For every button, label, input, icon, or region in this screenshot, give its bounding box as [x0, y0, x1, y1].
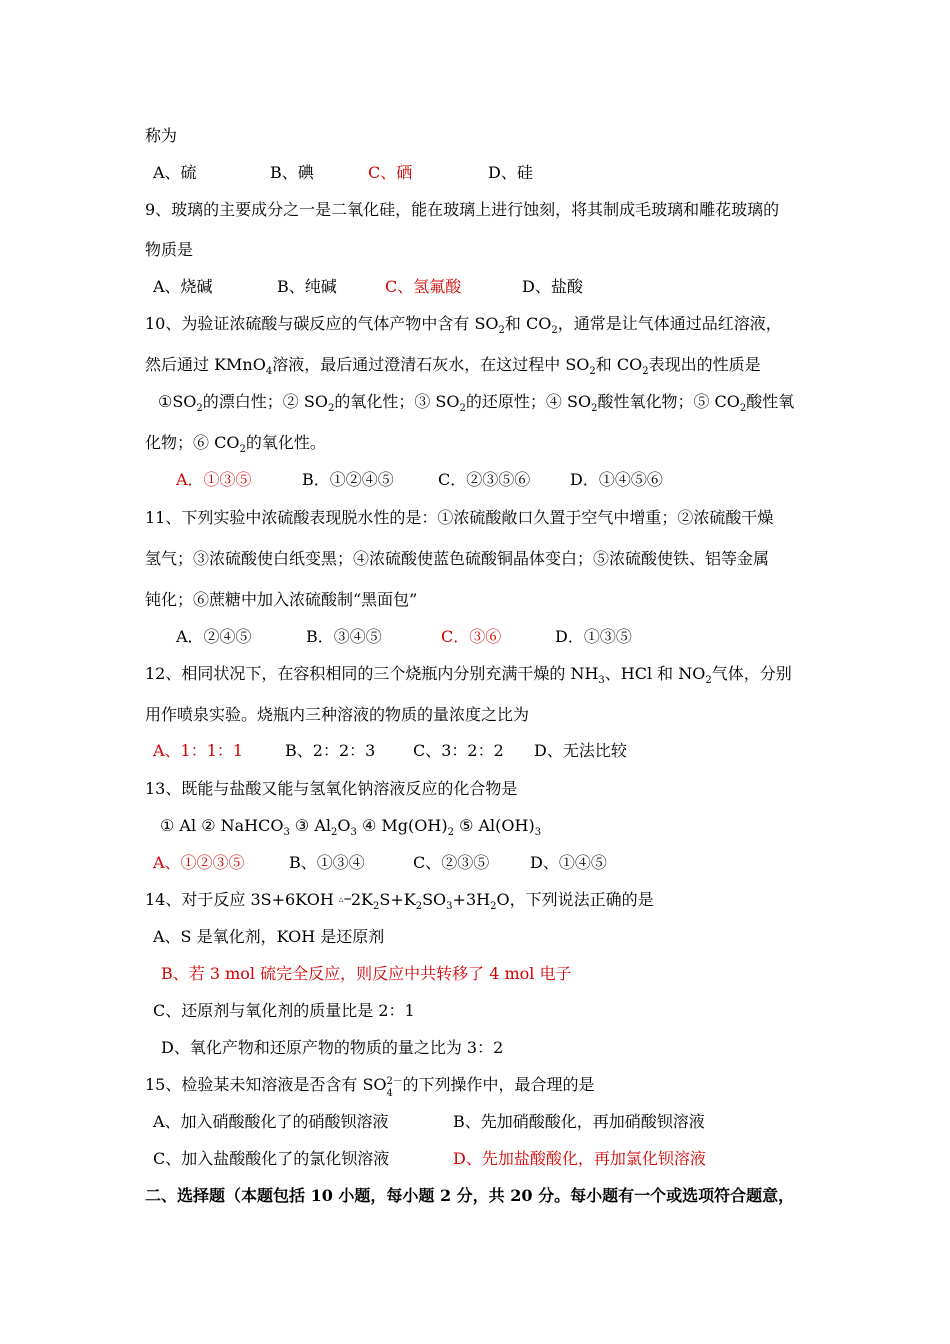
q9-option-d: D、盐酸 — [522, 277, 583, 296]
q8-option-b: B、碘 — [270, 163, 314, 182]
q15-option-d-answer: D、先加盐酸酸化，再加氯化钡溶液 — [453, 1149, 706, 1168]
q12-option-c: C、3：2：2 — [413, 741, 504, 760]
q10-option-d: D．①④⑤⑥ — [570, 470, 663, 489]
q9-stem-line1: 9、玻璃的主要成分之一是二氧化硅，能在玻璃上进行蚀刻，将其制成毛玻璃和雕花玻璃的 — [145, 200, 780, 219]
q11-stem-line2: 氢气；③浓硫酸使白纸变黑；④浓硫酸使蓝色硫酸铜晶体变白；⑤浓硫酸使铁、铝等金属 — [145, 549, 770, 568]
q12-option-d: D、无法比较 — [534, 741, 627, 760]
q15-option-a: A、加入硝酸酸化了的硝酸钡溶液 — [153, 1112, 389, 1131]
q9-option-c-answer: C、氢氟酸 — [385, 277, 462, 296]
q12-stem-line2: 用作喷泉实验。烧瓶内三种溶液的物质的量浓度之比为 — [145, 705, 530, 724]
q12-option-a-answer: A、1：1：1 — [153, 741, 244, 760]
q14-option-c: C、还原剂与氧化剂的质量比是 2：1 — [153, 1001, 415, 1020]
q11-stem-line3: 钝化；⑥蔗糖中加入浓硫酸制“黑面包” — [145, 590, 418, 609]
q11-option-d: D．①③⑤ — [555, 627, 632, 646]
q15-option-c: C、加入盐酸酸化了的氯化钡溶液 — [153, 1149, 390, 1168]
q14-option-b-answer: B、若 3 mol 硫完全反应，则反应中共转移了 4 mol 电子 — [161, 964, 572, 983]
q10-option-b: B．①②④⑤ — [302, 470, 394, 489]
q8-continuation: 称为 — [145, 126, 178, 145]
q14-option-d: D、氧化产物和还原产物的物质的量之比为 3：2 — [161, 1038, 504, 1057]
q10-option-c: C．②③⑤⑥ — [438, 470, 531, 489]
q15-stem: 15、检验某未知溶液是否含有 SO 2－ 4 的下列操作中，最合理的是 — [145, 1075, 595, 1099]
q10-stem-line1: 10、为验证浓硫酸与碳反应的气体产物中含有 $SO_2$和 $CO_2$，通常是让气体通过品红溶液， — [145, 314, 782, 337]
q11-option-a: A．②④⑤ — [176, 627, 252, 646]
q15-option-b: B、先加硝酸酸化，再加硝酸钡溶液 — [453, 1112, 705, 1131]
q9-stem-line2: 物质是 — [145, 240, 194, 259]
q8-option-a: A、硫 — [153, 163, 197, 182]
q13-stem: 13、既能与盐酸又能与氢氧化钠溶液反应的化合物是 — [145, 779, 518, 798]
section2-heading: 二、选择题（本题包括 10 小题，每小题 2 分，共 20 分。每小题有一个或选项符合题意， — [145, 1186, 795, 1205]
q11-stem-line1: 11、下列实验中浓硫酸表现脱水性的是：①浓硫酸敞口久置于空气中增重；②浓硫酸干燥 — [145, 508, 774, 527]
q9-option-a: A、烧碱 — [153, 277, 213, 296]
q13-option-a-answer: A、①②③⑤ — [153, 853, 245, 872]
q10-choices-line2: 化物；⑥ $CO_2$的氧化性。 — [145, 433, 326, 456]
q8-option-c-answer: C、硒 — [368, 163, 413, 182]
q10-option-a-answer: A．①③⑤ — [176, 470, 252, 489]
q11-option-b: B．③④⑤ — [306, 627, 382, 646]
q14-heat-condition: △ ══ — [338, 896, 351, 903]
q12-option-b: B、2：2：3 — [285, 741, 376, 760]
q13-option-b: B、①③④ — [289, 853, 365, 872]
q12-stem-line1: 12、相同状况下，在容积相同的三个烧瓶内分别充满干燥的 $NH_3$、HCl 和 $NO_2$气体，分别 — [145, 664, 792, 687]
q9-option-b: B、纯碱 — [277, 277, 337, 296]
q14-option-a: A、S 是氧化剂，KOH 是还原剂 — [153, 927, 385, 946]
q13-option-c: C、②③⑤ — [413, 853, 490, 872]
q10-stem-line2: 然后通过 KMnO$_4$溶液，最后通过澄清石灰水，在这过程中 $SO_2$和 $CO_2$表现出的性质是 — [145, 355, 761, 378]
q13-compounds: ① Al ② NaHCO$_3$ ③ $Al_2O_3$ ④ $Mg(OH)_2$ ⑤ $Al(OH)_3$ — [160, 816, 542, 839]
q10-choices-line1: $①SO_2$的漂白性；② $SO_2$的氧化性；③ $SO_2$的还原性；④ $SO_2$酸性氧化物；⑤ $CO_2$酸性氧 — [158, 392, 795, 415]
q8-option-d: D、硅 — [488, 163, 533, 182]
q13-option-d: D、①④⑤ — [530, 853, 607, 872]
q11-option-c-answer: C．③⑥ — [441, 627, 502, 646]
q14-stem: 14、对于反应 3S+6KOH △ $══2K_2S+K_2SO_3+3H_2O$，下列说法正确的是 — [145, 890, 654, 913]
